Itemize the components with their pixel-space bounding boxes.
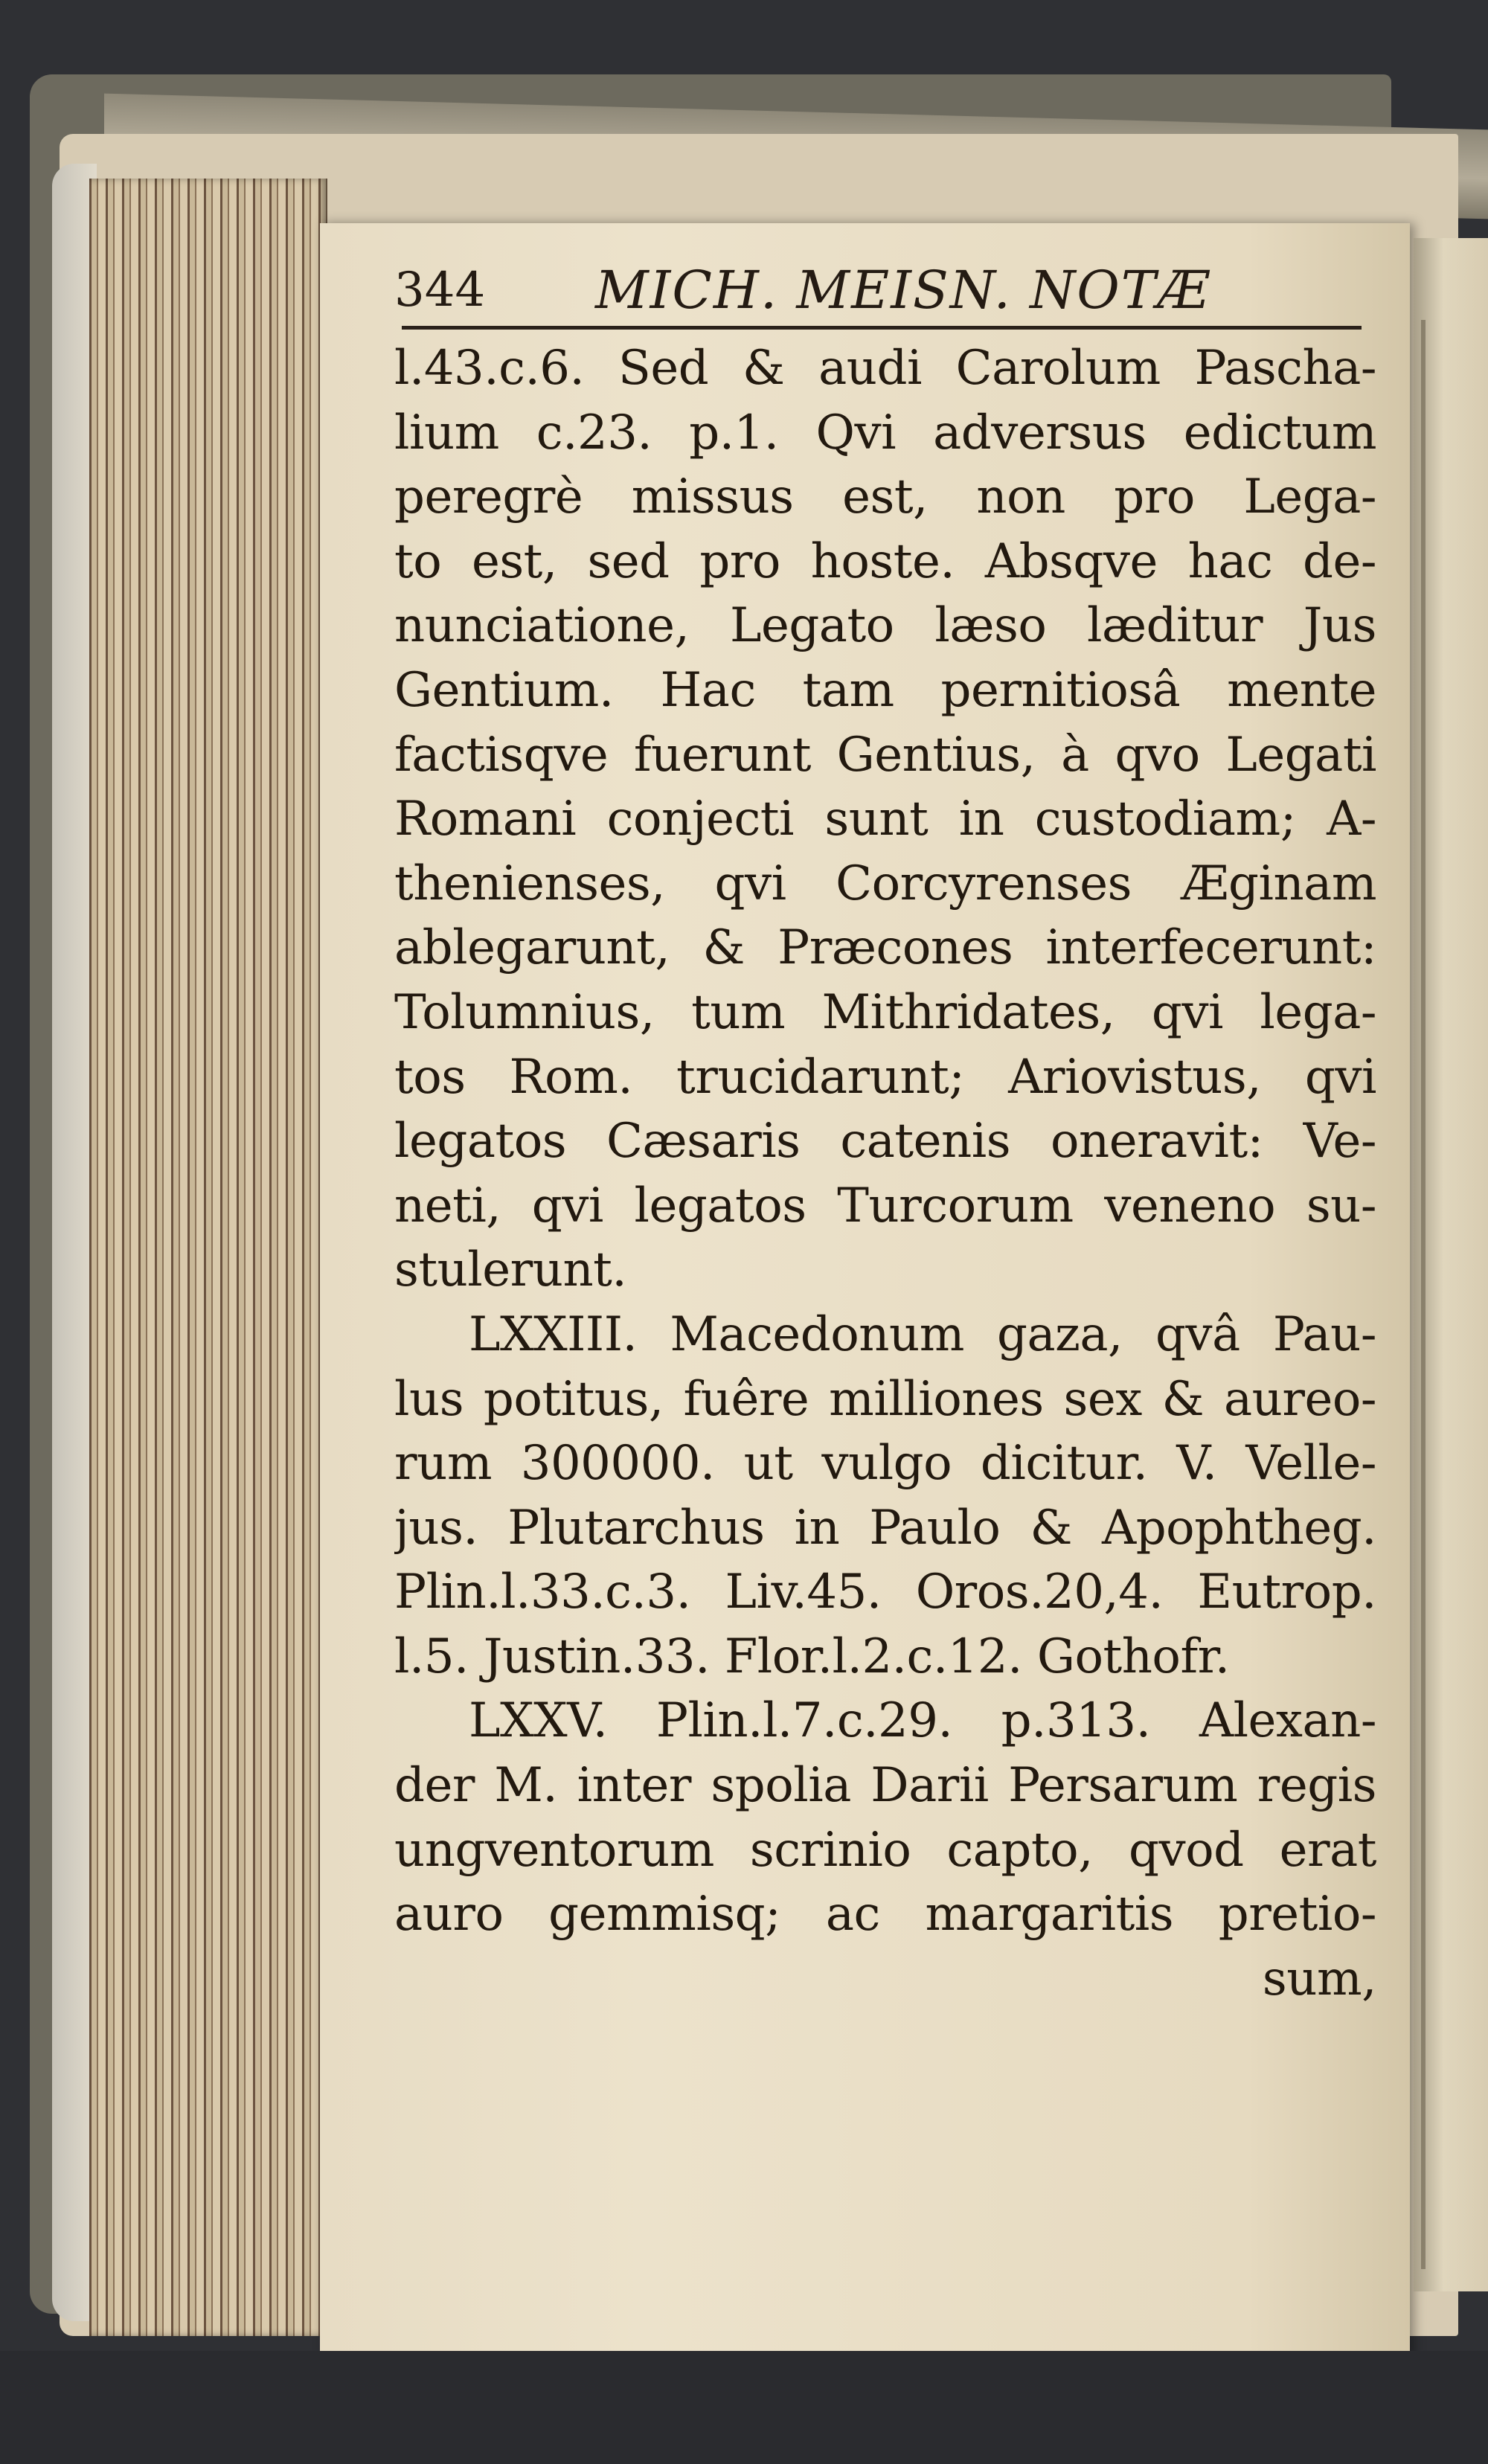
text-line: ablegarunt, & Præcones interfecerunt: bbox=[394, 920, 1376, 976]
text-line: lium c.23. p.1. Qvi adversus edictum bbox=[394, 405, 1376, 461]
text-line: thenienses, qvi Corcyrenses Æginam bbox=[394, 856, 1376, 911]
text-line: auro gemmisq; ac margaritis pretio- bbox=[394, 1887, 1376, 1942]
text-line: LXXV. Plin.l.7.c.29. p.313. Alexan- bbox=[469, 1693, 1376, 1749]
text-line: der M. inter spolia Darii Persarum regis bbox=[394, 1758, 1376, 1814]
stacked-page-edges bbox=[89, 179, 327, 2336]
text-line: peregrè missus est, non pro Lega- bbox=[394, 469, 1376, 525]
text-line: neti, qvi legatos Turcorum veneno su- bbox=[394, 1178, 1376, 1233]
text-line: Plin.l.33.c.3. Liv.45. Oros.20,4. Eutrop. bbox=[394, 1565, 1376, 1620]
text-line: lus potitus, fuêre milliones sex & aureo- bbox=[394, 1371, 1376, 1427]
background-shadow bbox=[0, 2351, 1488, 2464]
catchword: sum, bbox=[1262, 1951, 1376, 2006]
text-line: Romani conjecti sunt in custodiam; A- bbox=[394, 792, 1376, 847]
text-line: rum 300000. ut vulgo dicitur. V. Velle- bbox=[394, 1436, 1376, 1492]
text-line: factisqve fuerunt Gentius, à qvo Legati bbox=[394, 727, 1376, 783]
facing-page-rule bbox=[1421, 320, 1426, 2269]
page-number: 344 bbox=[394, 263, 486, 318]
text-line: nunciatione, Legato læso læditur Jus bbox=[394, 598, 1376, 654]
text-line: Tolumnius, tum Mithridates, qvi lega- bbox=[394, 984, 1376, 1040]
text-line: LXXIII. Macedonum gaza, qvâ Pau- bbox=[469, 1306, 1376, 1362]
header-rule bbox=[402, 326, 1362, 330]
running-head bbox=[394, 253, 1376, 327]
text-line: tos Rom. trucidarunt; Ariovistus, qvi bbox=[394, 1049, 1376, 1105]
text-line: l.43.c.6. Sed & audi Carolum Pascha- bbox=[394, 341, 1376, 396]
text-line: legatos Cæsaris catenis oneravit: Ve- bbox=[394, 1114, 1376, 1170]
text-line: Gentium. Hac tam pernitiosâ mente bbox=[394, 662, 1376, 718]
running-title: MICH. MEISN. NOTÆ bbox=[595, 260, 1211, 321]
text-line: stulerunt. bbox=[394, 1242, 627, 1298]
page-text bbox=[394, 336, 1376, 2011]
text-line: l.5. Justin.33. Flor.l.2.c.12. Gothofr. bbox=[394, 1629, 1230, 1684]
text-line: jus. Plutarchus in Paulo & Apophtheg. bbox=[394, 1500, 1376, 1556]
text-line: to est, sed pro hoste. Absqve hac de- bbox=[394, 533, 1376, 589]
text-line: ungventorum scrinio capto, qvod erat bbox=[394, 1822, 1376, 1878]
